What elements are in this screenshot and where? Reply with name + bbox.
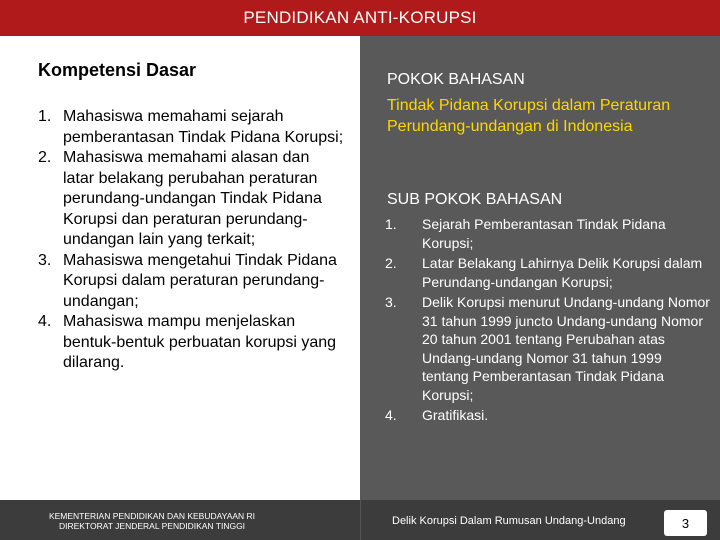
kompetensi-list bbox=[38, 107, 344, 374]
header-title: PENDIDIKAN ANTI-KORUPSI bbox=[243, 8, 477, 27]
pokok-bahasan-heading: POKOK BAHASAN bbox=[387, 71, 525, 88]
list-item bbox=[385, 254, 710, 291]
list-text: Mahasiswa memahami sejarah pemberantasan Tindak Pidana Korupsi; bbox=[63, 108, 344, 146]
list-number: 2. bbox=[385, 255, 397, 271]
list-number: 3. bbox=[385, 294, 397, 310]
footer-ministry bbox=[32, 511, 272, 531]
sub-pokok-list bbox=[385, 215, 710, 427]
page-number: 3 bbox=[681, 515, 690, 531]
list-text: Gratifikasi. bbox=[422, 407, 489, 423]
pokok-bahasan-text: Tindak Pidana Korupsi dalam Peraturan Perundang-undangan di Indonesia bbox=[387, 97, 671, 135]
list-text: Latar Belakang Lahirnya Delik Korupsi dalam Perundang-undangan Korupsi; bbox=[422, 255, 703, 290]
list-text: Delik Korupsi menurut Undang-undang Nomor 31 tahun 1999 juncto Undang-undang Nomor 20 tahun 2001 tentang Perubahan atas Undang-undang Nomor 31 tahun 1999 tentang Pemberantasan Tindak Pidana Korupsi; bbox=[422, 294, 710, 403]
page-number-badge bbox=[664, 510, 707, 536]
list-number: 4. bbox=[38, 313, 52, 330]
list-item bbox=[38, 312, 344, 374]
left-panel bbox=[0, 36, 360, 500]
list-item bbox=[385, 293, 710, 404]
right-panel bbox=[360, 36, 720, 500]
list-text: Mahasiswa mengetahui Tindak Pidana Korupsi dalam peraturan perundang-undangan; bbox=[63, 251, 337, 310]
sub-pokok-bahasan-heading: SUB POKOK BAHASAN bbox=[387, 191, 563, 208]
footer-slide-title: Delik Korupsi Dalam Rumusan Undang-Undang bbox=[392, 515, 626, 527]
list-number: 4. bbox=[385, 407, 397, 423]
list-number: 2. bbox=[38, 149, 52, 166]
list-number: 1. bbox=[38, 108, 52, 125]
list-item bbox=[385, 406, 710, 425]
list-item bbox=[38, 107, 344, 148]
header-bar bbox=[0, 0, 720, 36]
kompetensi-heading: Kompetensi Dasar bbox=[38, 60, 197, 80]
list-item bbox=[38, 148, 344, 251]
footer-bar bbox=[0, 500, 720, 540]
list-number: 1. bbox=[385, 216, 397, 232]
list-text: Sejarah Pemberantasan Tindak Pidana Korupsi; bbox=[422, 216, 666, 251]
footer-divider bbox=[360, 500, 361, 540]
footer-ministry-line1: KEMENTERIAN PENDIDIKAN DAN KEBUDAYAAN RI bbox=[48, 511, 256, 521]
list-item bbox=[38, 251, 344, 313]
footer-ministry-line2: DIREKTORAT JENDERAL PENDIDIKAN TINGGI bbox=[58, 521, 246, 531]
list-text: Mahasiswa memahami alasan dan latar belakang perubahan peraturan perundang-undangan Tindak Pidana Korupsi dan peraturan perundang-undangan lain yang terkait; bbox=[63, 149, 322, 248]
list-number: 3. bbox=[38, 251, 52, 269]
list-text: Mahasiswa mampu menjelaskan bentuk-bentuk perbuatan korupsi yang dilarang. bbox=[63, 313, 337, 371]
list-item bbox=[385, 215, 710, 252]
